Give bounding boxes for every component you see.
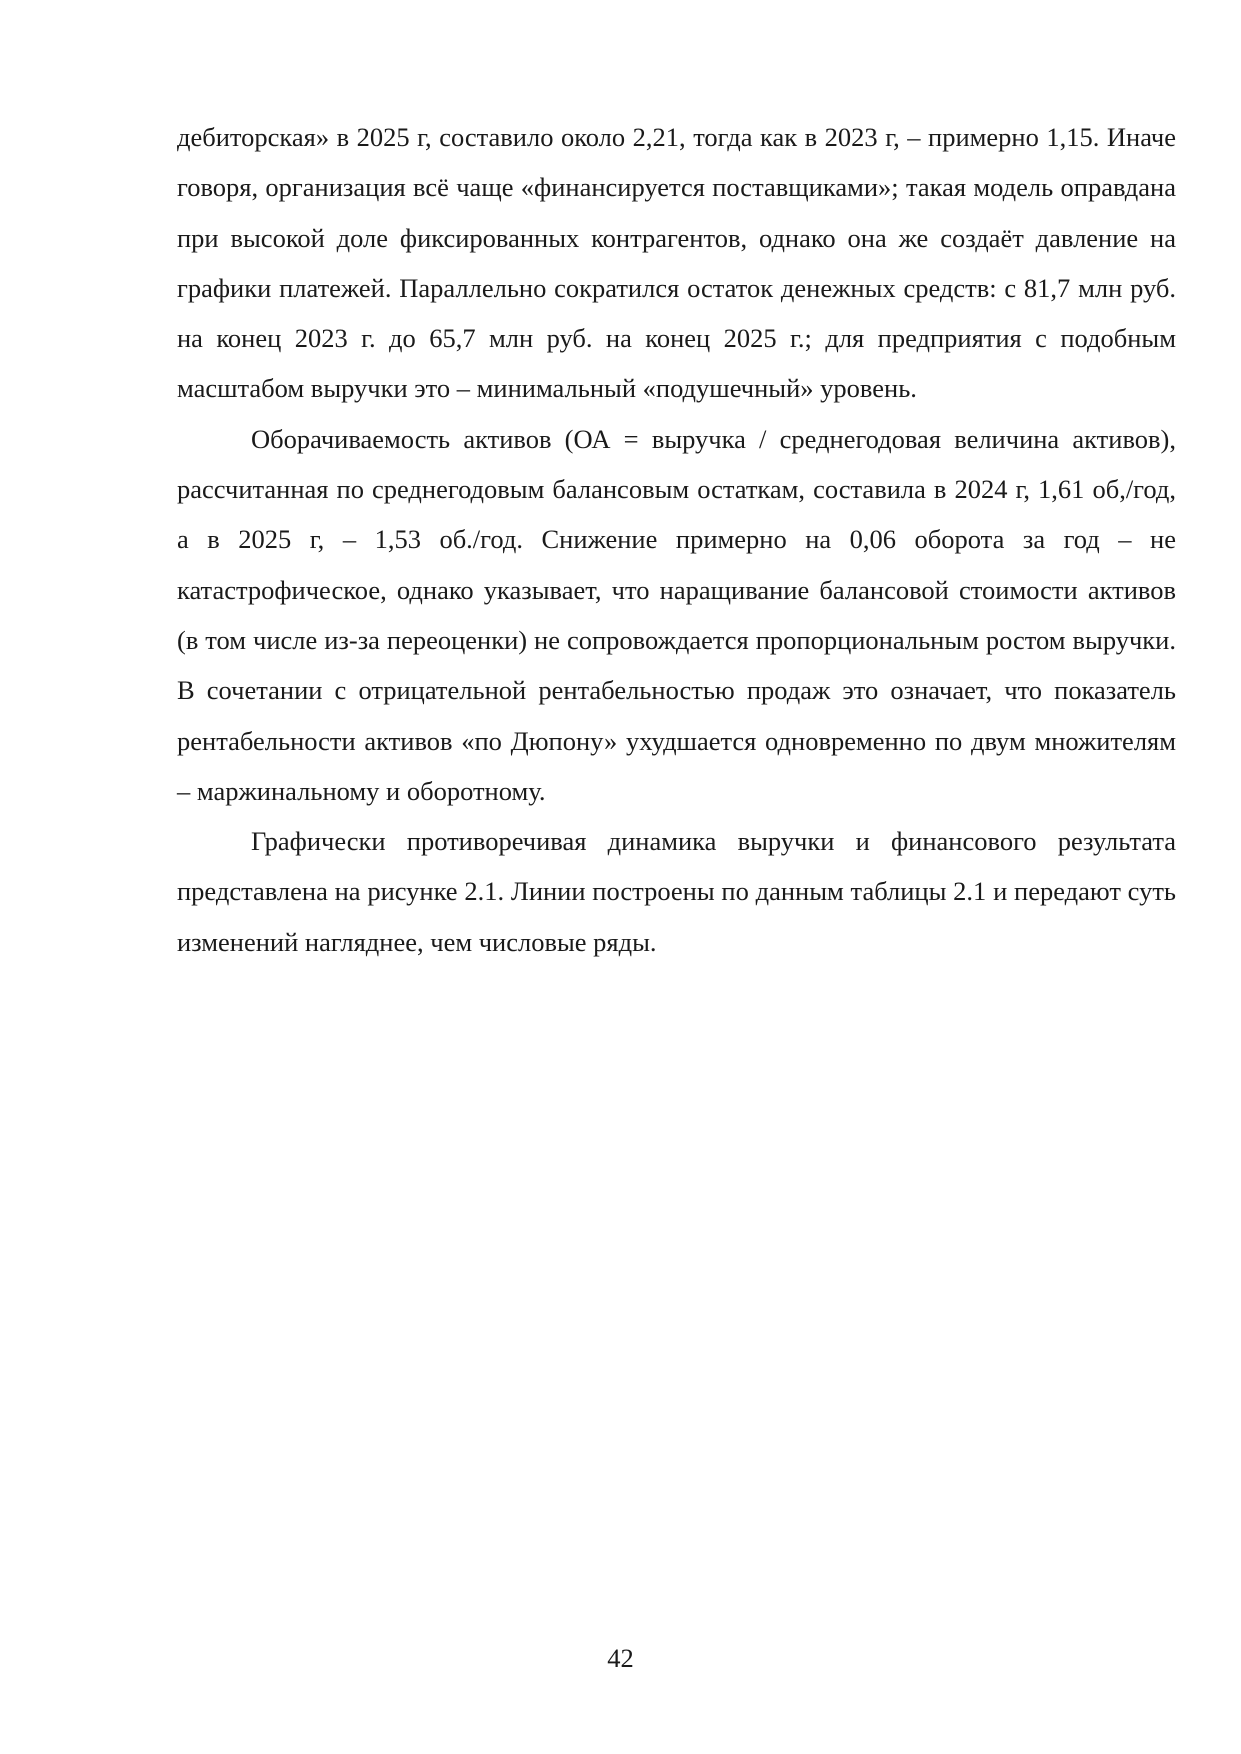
body-text	[177, 112, 1176, 967]
paragraph-figure-reference: Графически противоречивая динамика выручки и финансового результата представлена на рисунке 2.1. Линии построены по данным таблицы 2.1 и передают суть изменений нагляднее, чем числовые ряды.	[177, 826, 1176, 957]
paragraph-continuation: дебиторская» в 2025 г, составило около 2,21, тогда как в 2023 г, – примерно 1,15. Иначе говоря, организация всё чаще «финансируется поставщиками»; такая модель оправдана при высокой доле фиксированных контрагентов, однако она же создаёт давление на графики платежей. Параллельно сократился остаток денежных средств: с 81,7 млн руб. на конец 2023 г. до 65,7 млн руб. на конец 2025 г.; для предприятия с подобным масштабом выручки это – минимальный «подушечный» уровень.	[177, 122, 1176, 404]
page-number: 42	[607, 1643, 634, 1673]
paragraph-asset-turnover: Оборачиваемость активов (ОА = выручка / среднегодовая величина активов), рассчитанная по среднегодовым балансовым остаткам, составила в 2024 г, 1,61 об,/год, а в 2025 г, – 1,53 об./год. Снижение примерно на 0,06 оборота за год – не катастрофическое, однако указывает, что наращивание балансовой стоимости активов (в том числе из-за переоценки) не сопровождается пропорциональным ростом выручки. В сочетании с отрицательной рентабельностью продаж это означает, что показатель рентабельности активов «по Дюпону» ухудшается одновременно по двум множителям – маржинальному и оборотному.	[177, 423, 1176, 806]
